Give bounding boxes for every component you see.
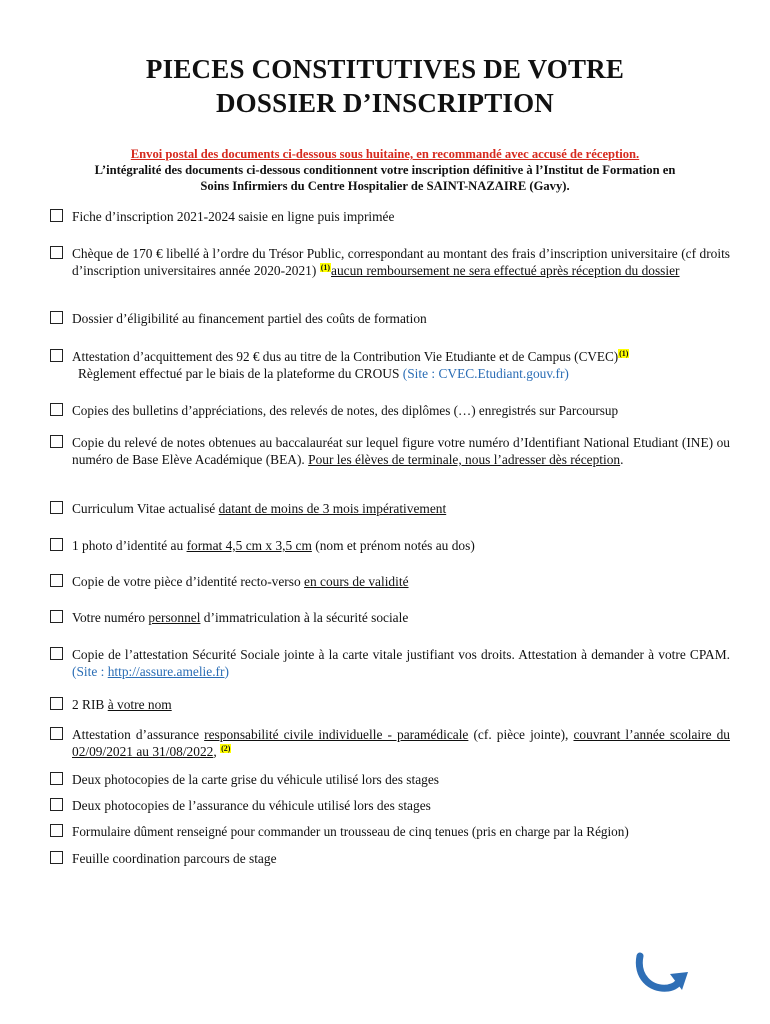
photo-text: 1 photo d’identité au [72,538,184,553]
releve-end: . [620,452,624,467]
notice-line-2: L’intégralité des documents ci-dessous conditionnent votre inscription définitive à l’Institut de Formation en [94,163,676,177]
ameli-link[interactable]: http://assure.amelie.fr [107,664,225,679]
checkbox-carte-grise[interactable] [50,772,63,785]
item-photo-text [72,537,730,554]
secu-underlined: personnel [148,610,201,625]
item-cheque [50,245,730,279]
checkbox-secu[interactable] [50,610,63,623]
item-cvec [50,348,730,382]
item-releve-text [72,434,730,468]
checkbox-cv[interactable] [50,501,63,514]
checkbox-releve[interactable] [50,435,63,448]
item-bulletins-text: Copies des bulletins d’appréciations, des relevés de notes, des diplômes (…) enregistrés sur Parcoursup [72,403,619,418]
item-rib [50,696,730,713]
notice-line-3: Soins Infirmiers du Centre Hospitalier de SAINT-NAZAIRE (Gavy). [200,179,570,193]
checkbox-rib[interactable] [50,697,63,710]
cvec-site-link[interactable]: (Site : CVEC.Etudiant.gouv.fr) [402,366,569,381]
item-assurance [50,726,730,760]
item-feuille [50,850,730,867]
cvec-footnote: (1) [619,348,629,358]
curved-arrow-icon[interactable] [630,950,690,994]
checkbox-dossier[interactable] [50,311,63,324]
item-cvec-line-2 [78,365,730,382]
item-fiche [50,208,730,225]
piece-identite-text: Copie de votre pièce d’identité recto-verso [72,574,301,589]
item-carte-grise-text: Deux photocopies de la carte grise du véhicule utilisé lors des stages [72,772,440,787]
assurance-end: , [213,744,217,759]
item-formulaire [50,823,730,840]
cv-text: Curriculum Vitae actualisé [72,501,216,516]
title-line-1: PIECES CONSTITUTIVES DE VOTRE [145,54,625,84]
cvec-line-2: Règlement effectué par le biais de la plateforme du CROUS [78,366,400,381]
checkbox-piece-identite[interactable] [50,574,63,587]
item-formulaire-text: Formulaire dûment renseigné pour commander un trousseau de cinq tenues (pris en charge par la Région) [72,824,629,839]
item-fiche-text: Fiche d’inscription 2021-2024 saisie en ligne puis imprimée [72,209,395,224]
rib-underlined: à votre nom [107,697,172,712]
cheque-footnote: (1) [320,262,331,272]
rib-text: 2 RIB [72,697,105,712]
item-cvec-line-1 [72,348,730,365]
assurance-underlined-2: couvrant l’année scolaire du 02/09/2021 au 31/08/2022 [72,727,730,759]
attestation-secu-text: Copie de l’attestation Sécurité Sociale jointe à la carte vitale justifiant vos droits. Attestation à demander à votre CPAM. [72,647,730,662]
checkbox-bulletins[interactable] [50,403,63,416]
cheque-text: Chèque de 170 € libellé à l’ordre du Trésor Public, correspondant au montant des frais d’inscription universitaire (cf droits d’inscription universitaires année 2020-2021) [72,246,730,278]
releve-text: Copie du relevé de notes obtenues au baccalauréat sur lequel figure votre numéro d’Identifiant National Etudiant (INE) ou numéro de Base Elève Académique (BEA). [72,435,730,467]
assurance-underlined-1: responsabilité civile individuelle - paramédicale [204,727,469,742]
checkbox-formulaire[interactable] [50,824,63,837]
cheque-underlined: aucun remboursement ne sera effectué après réception du dossier [331,263,680,278]
item-secu-text [72,609,730,626]
checkbox-attestation-secu[interactable] [50,647,63,660]
assurance-text: Attestation d’assurance [72,727,200,742]
notice-red: Envoi postal des documents ci-dessous sous huitaine, en recommandé avec accusé de réception. [130,147,640,161]
item-bulletins [50,402,730,419]
page-title [0,52,770,120]
releve-underlined: Pour les élèves de terminale, nous l’adresser dès réception [308,452,621,467]
item-attestation-secu-text [72,646,730,680]
checkbox-assurance[interactable] [50,727,63,740]
secu-end: d’immatriculation à la sécurité sociale [203,610,409,625]
notice [40,146,730,194]
title-line-2: DOSSIER D’INSCRIPTION [215,88,555,118]
item-piece-identite [50,573,730,590]
item-cv [50,500,730,517]
attestation-secu-site-suffix: ) [224,664,229,679]
attestation-secu-site-prefix: (Site : [72,664,105,679]
checkbox-assurance-vehicule[interactable] [50,798,63,811]
checkbox-fiche[interactable] [50,209,63,222]
cv-underlined: datant de moins de 3 mois impérativement [218,501,447,516]
item-feuille-text: Feuille coordination parcours de stage [72,851,277,866]
item-cv-text [72,500,730,517]
item-attestation-secu [50,646,730,680]
photo-end: (nom et prénom notés au dos) [315,538,475,553]
item-secu [50,609,730,626]
item-rib-text [72,696,730,713]
checkbox-feuille[interactable] [50,851,63,864]
checkbox-photo[interactable] [50,538,63,551]
secu-text: Votre numéro [72,610,146,625]
item-assurance-text [72,726,730,760]
assurance-middle: (cf. pièce jointe), [473,727,569,742]
item-cheque-text [72,245,730,279]
checkbox-cvec[interactable] [50,349,63,362]
item-assurance-vehicule [50,797,730,814]
item-piece-identite-text [72,573,730,590]
checkbox-cheque[interactable] [50,246,63,259]
assurance-footnote: (2) [221,743,231,753]
item-dossier-text: Dossier d’éligibilité au financement partiel des coûts de formation [72,311,427,326]
item-assurance-vehicule-text: Deux photocopies de l’assurance du véhicule utilisé lors des stages [72,798,431,813]
item-dossier [50,310,730,327]
item-releve [50,434,730,468]
item-photo [50,537,730,554]
cvec-line-1: Attestation d’acquittement des 92 € dus au titre de la Contribution Vie Etudiante et de Campus (CVEC) [72,349,619,364]
photo-underlined: format 4,5 cm x 3,5 cm [186,538,312,553]
piece-identite-underlined: en cours de validité [304,574,409,589]
item-carte-grise [50,771,730,788]
